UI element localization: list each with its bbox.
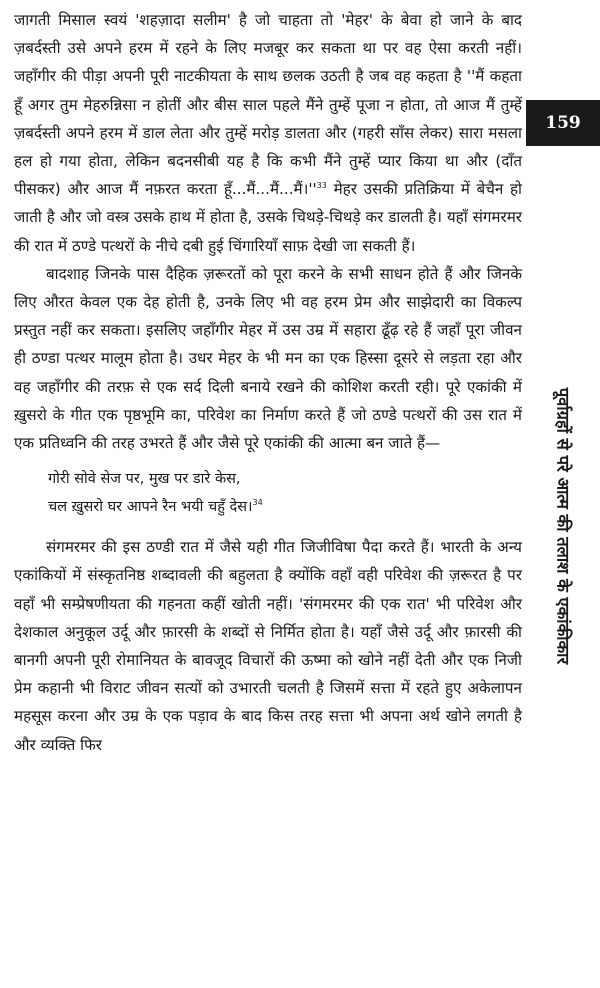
page-number-tab — [526, 100, 600, 146]
page-number: 159 — [545, 113, 581, 133]
page-body — [14, 6, 522, 759]
footnote-ref-33: 33 — [316, 181, 327, 191]
verse-line-2 — [48, 493, 522, 521]
paragraph-3: संगमरमर की इस ठण्डी रात में जैसे यही गीत जिजीविषा पैदा करते हैं। भारती के अन्य एकांकियों में संस्कृतनिष्ठ शब्दावली की बहुलता है क्योंकि वहाँ वही परिवेश की ज़रूरत है पर वहाँ भी सम्प्रेषणीयता की गहनता कहीं खोती नहीं। 'संगमरमर की एक रात' भी परिवेश और देशकाल अनुकूल उर्दू और फ़ारसी के शब्दों से निर्मित होता है। यहाँ जैसे उर्दू और फ़ारसी की बानगी अपनी पूरी रोमानियत के बावजूद विचारों की ऊष्मा को खोने नहीं देती और एक निजी प्रेम कहानी भी विराट जीवन सत्यों को उभारती चलती है जिसमें सत्ता में रहते हुए अकेलापन महसूस करना और उम्र के एक पड़ाव के बाद किस तरह सत्ता भी अपना अर्थ खोने लगती है और व्यक्ति फिर — [14, 538, 522, 754]
paragraph-2: बादशाह जिनके पास दैहिक ज़रूरतों को पूरा करने के सभी साधन होते हैं और जिनके लिए औरत केवल एक देह होती है, उनके लिए भी वह हरम प्रेम और साझेदारी का विकल्प प्रस्तुत नहीं कर सकता। इसलिए जहाँगीर मेहर में उस उम्र में सहारा ढूँढ़ रहे हैं जहाँ पूरा जीवन ही ठण्डा पत्थर मालूम होता है। उधर मेहर के भी मन का एक हिस्सा दूसरे से लड़ता रहा और वह जहाँगीर की तरफ़ से एक सर्द दिली बनाये रखने की कोशिश करती रही। पूरे एकांकी में ख़ुसरो के गीत एक पृष्ठभूमि का, परिवेश का निर्माण करते हैं जो ठण्डे पत्थरों की उस रात में एक प्रतिध्वनि की तरह उभरते हैं और जैसे पूरे एकांकी की आत्मा बन जाते हैं— — [14, 264, 522, 453]
verse-block — [48, 465, 522, 521]
paragraph-1 — [14, 6, 522, 260]
verse-line-1: गोरी सोवे सेज पर, मुख पर डारे केस, — [48, 471, 241, 488]
running-title-container — [532, 286, 596, 766]
paragraph-1-continuation: मेहर उसकी प्रतिक्रिया में बेचैन हो जाती है और जो वस्त्र उसके हाथ में होता है, उसके चिथड़े-चिथड़े कर डालती है। यहाँ संगमरमर की रात में ठण्डे पत्थरों के नीचे दबी हुई चिंगारियाँ साफ़ देखी जा सकती हैं। — [14, 180, 522, 255]
paragraph-1-text: जागती मिसाल स्वयं 'शहज़ादा सलीम' है जो चाहता तो 'मेहर' के बेवा हो जाने के बाद ज़बर्दस्ती उसे अपने हरम में रहने के लिए मजबूर कर सकता था पर वह ऐसा करती नहीं। जहाँगीर की पीड़ा अपनी पूरी नाटकीयता के साथ छलक उठती है जब वह कहता है ''मैं कहता हूँ अगर तुम मेहरुन्निसा न होतीं और बीस साल पहले मैंने तुम्हें पूजा न होता, तो आज मैं तुम्हें ज़बर्दस्ती अपने हरम में डाल लेता और तुम्हें मरोड़ डालता और (गहरी साँस लेकर) सारा मसला हल हो गया होता, लेकिन बदनसीबी यह है कि कभी मैंने तुम्हें प्यार किया था और (दाँत पीसकर) और आज मैं नफ़रत करता हूँ...मैं...मैं...मैं।'' — [14, 11, 522, 199]
footnote-ref-34: 34 — [252, 498, 263, 508]
running-title: पूर्वाग्रहों से परे आत्म की तलाश के एकांकीकार — [553, 387, 573, 665]
verse-line-2-text: चल ख़ुसरो घर आपने रैन भयी चहुँ देस। — [48, 499, 253, 516]
